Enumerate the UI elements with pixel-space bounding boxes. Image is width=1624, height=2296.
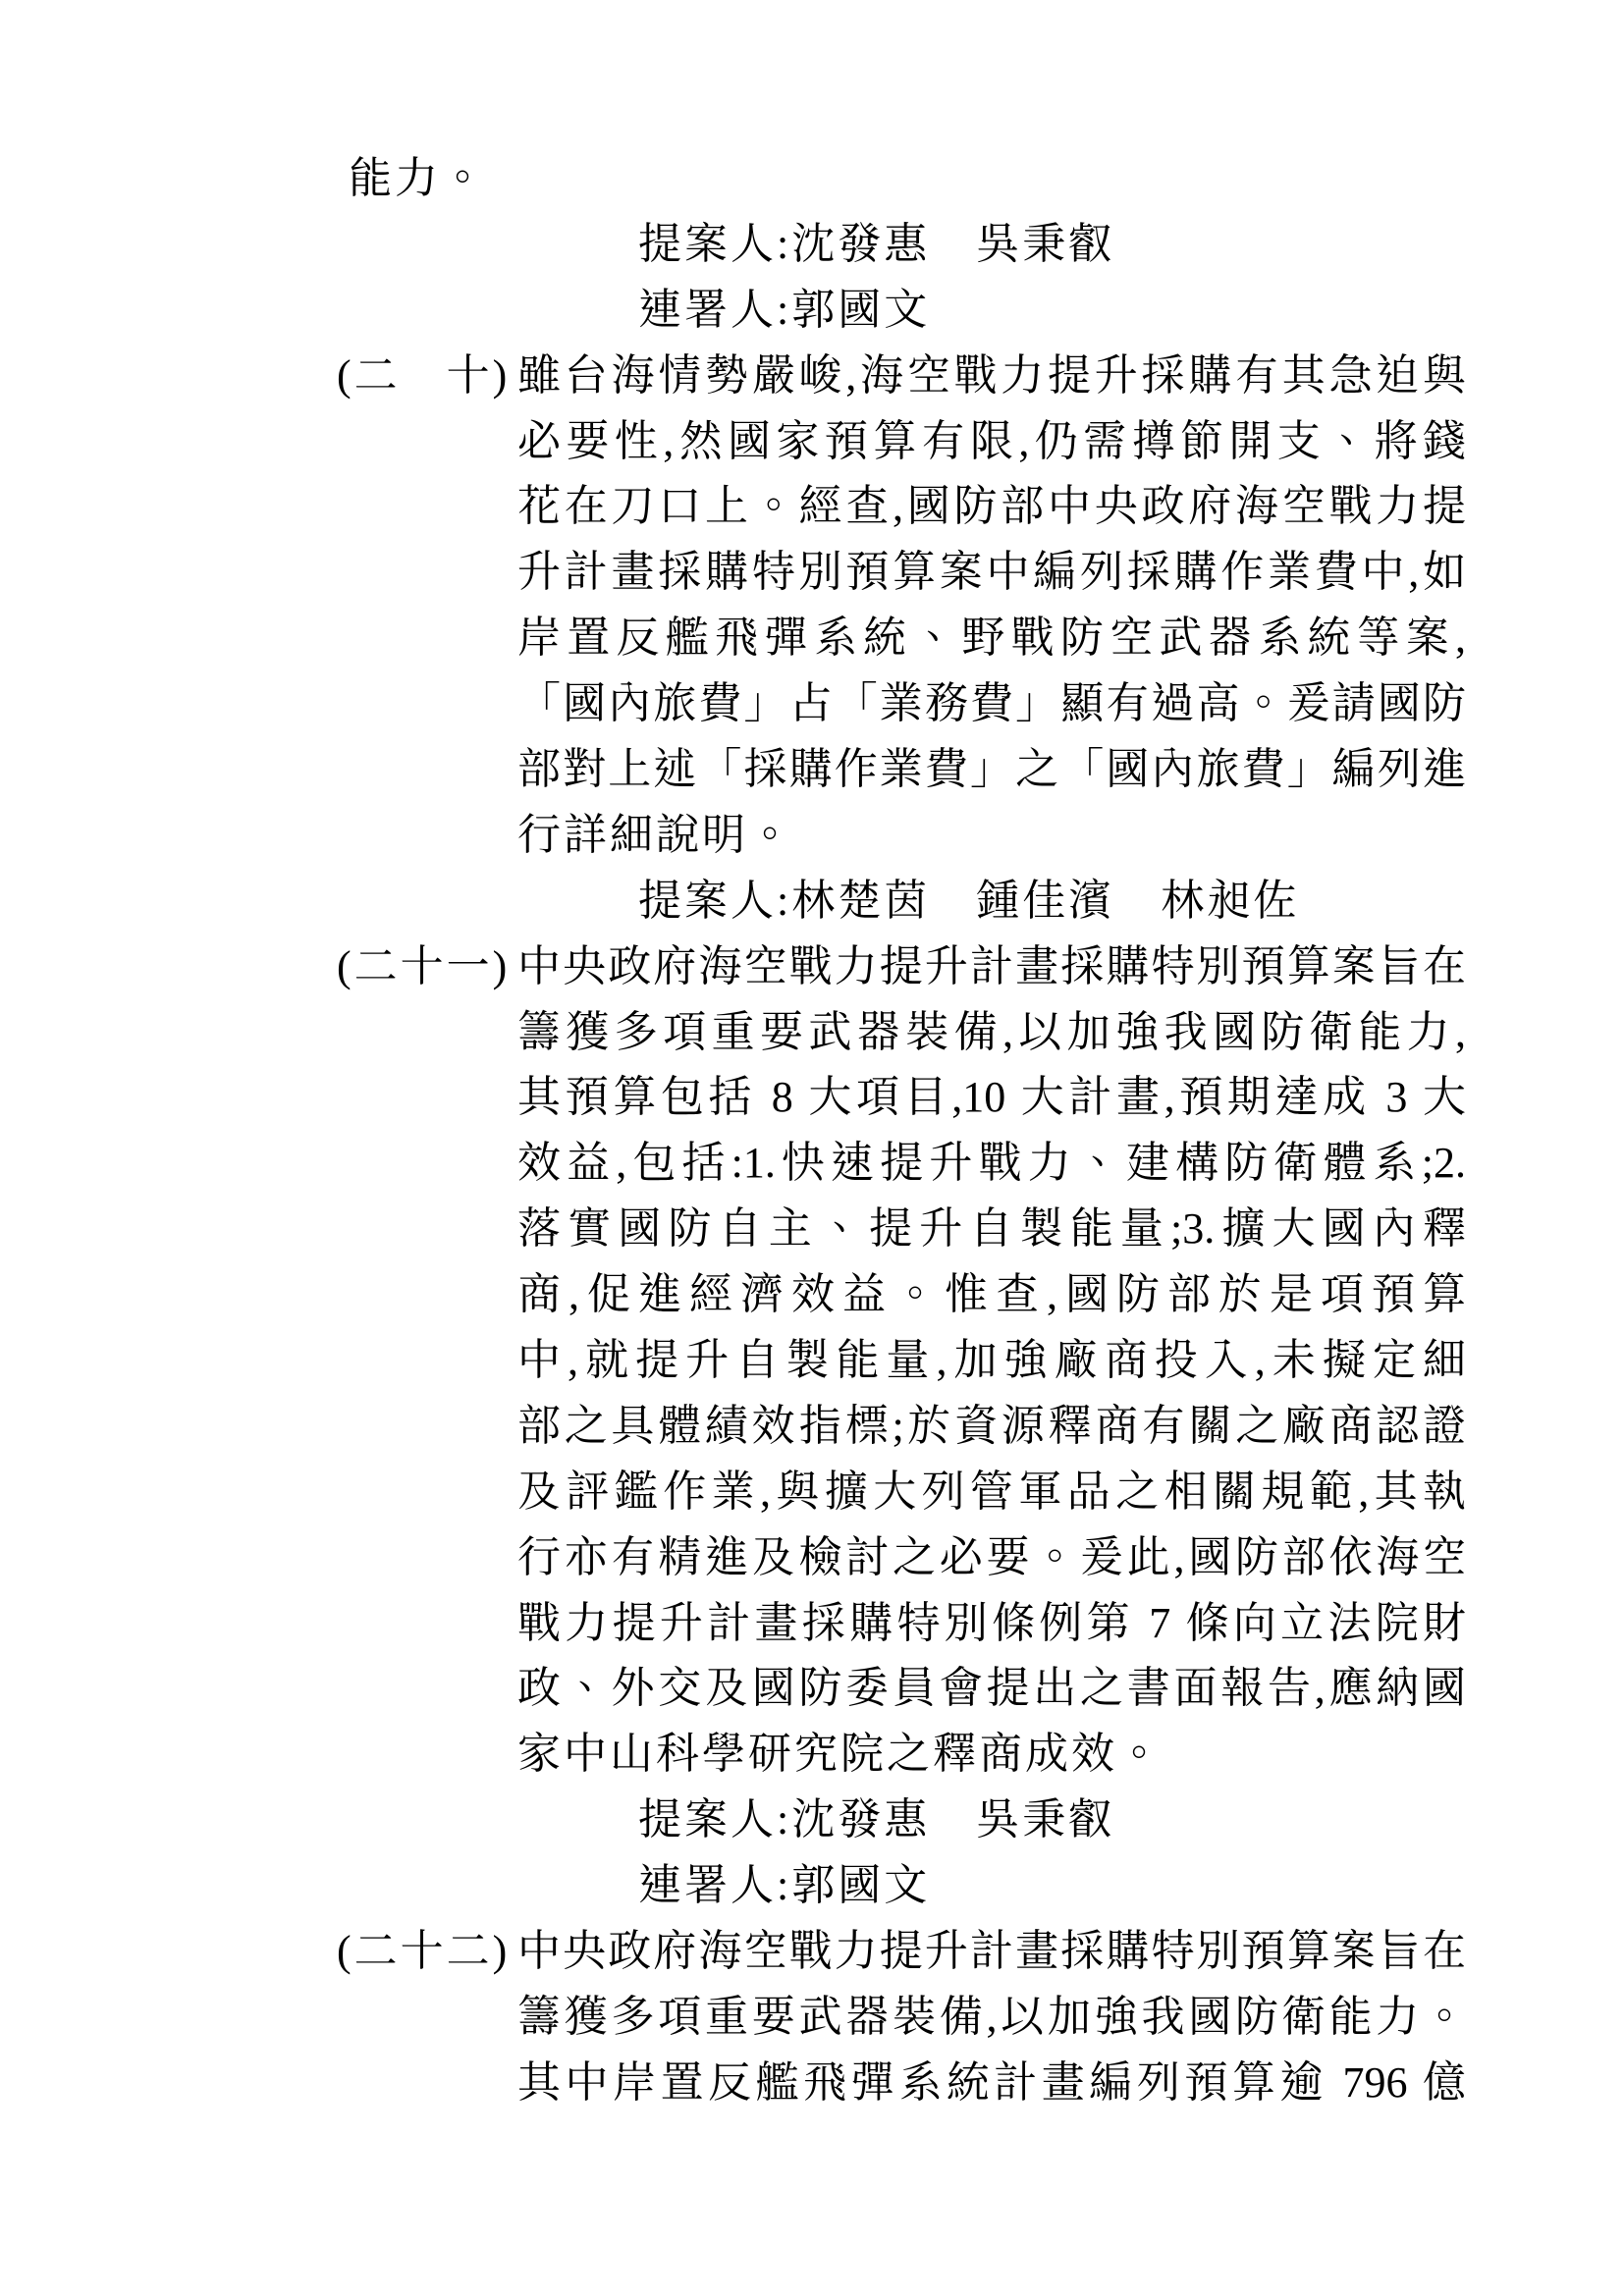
- line-text: 連署人:郭國文: [638, 1861, 931, 1910]
- text-line: [0, 606, 1624, 671]
- text-line: [0, 1722, 1624, 1788]
- line-text: 其中岸置反艦飛彈系統計畫編列預算逾 796 億: [517, 2057, 1466, 2107]
- line-text: 中央政府海空戰力提升計畫採購特別預算案旨在: [517, 941, 1466, 990]
- item-label: (二 十): [337, 350, 511, 400]
- line-text: 雖台海情勢嚴峻,海空戰力提升採購有其急迫與: [517, 350, 1466, 400]
- line-text: 必要性,然國家預算有限,仍需撙節開支、將錢: [517, 416, 1466, 465]
- text-line: [0, 2051, 1624, 2116]
- text-line: [0, 1197, 1624, 1262]
- line-text: 花在刀口上。經查,國防部中央政府海空戰力提: [517, 482, 1466, 531]
- line-text: 升計畫採購特別預算案中編列採購作業費中,如: [517, 548, 1466, 597]
- line-text: 政、外交及國防委員會提出之書面報告,應納國: [517, 1664, 1466, 1713]
- line-text: 戰力提升計畫採購特別條例第 7 條向立法院財: [517, 1598, 1466, 1647]
- item-label: (二十二): [337, 1927, 511, 1976]
- text-line: [0, 146, 1624, 212]
- line-text: 「國內旅費」占「業務費」顯有過高。爰請國防: [517, 679, 1466, 728]
- text-line: [0, 1131, 1624, 1197]
- line-text: 中,就提升自製能量,加強廠商投入,未擬定細: [517, 1336, 1466, 1385]
- text-line: [0, 1919, 1624, 1985]
- text-line: [0, 344, 1624, 409]
- text-line: [0, 1394, 1624, 1460]
- text-line: [0, 1985, 1624, 2051]
- text-line: [0, 1788, 1624, 1853]
- line-text: 行亦有精進及檢討之必要。爰此,國防部依海空: [517, 1532, 1466, 1581]
- line-text: 連署人:郭國文: [638, 285, 931, 334]
- line-text: 提案人:沈發惠 吳秉叡: [638, 219, 1115, 268]
- line-text: 行詳細說明。: [517, 810, 794, 859]
- line-text: 效益,包括:1.快速提升戰力、建構防衛體系;2.: [517, 1139, 1466, 1188]
- text-line: [0, 540, 1624, 606]
- line-text: 籌獲多項重要武器裝備,以加強我國防衛能力,: [517, 1007, 1466, 1056]
- text-line: [0, 1656, 1624, 1722]
- text-line: [0, 1853, 1624, 1919]
- line-text: 部對上述「採購作業費」之「國內旅費」編列進: [517, 745, 1466, 794]
- text-block: [0, 146, 1624, 2116]
- line-text: 家中山科學研究院之釋商成效。: [517, 1730, 1164, 1779]
- text-line: [0, 1065, 1624, 1131]
- text-line: [0, 737, 1624, 803]
- item-label: (二十一): [337, 941, 511, 990]
- text-line: [0, 474, 1624, 540]
- text-line: [0, 1328, 1624, 1394]
- text-line: [0, 1000, 1624, 1066]
- text-line: [0, 803, 1624, 869]
- line-text: 部之具體績效指標;於資源釋商有關之廠商認證: [517, 1401, 1466, 1450]
- text-line: [0, 1460, 1624, 1525]
- text-line: [0, 1525, 1624, 1591]
- line-text: 提案人:沈發惠 吳秉叡: [638, 1795, 1115, 1844]
- text-line: [0, 278, 1624, 344]
- text-line: [0, 869, 1624, 934]
- line-text: 商,促進經濟效益。惟查,國防部於是項預算: [517, 1270, 1466, 1319]
- line-text: 提案人:林楚茵 鍾佳濱 林昶佐: [638, 876, 1300, 925]
- line-text: 落實國防自主、提升自製能量;3.擴大國內釋: [517, 1204, 1466, 1254]
- text-line: [0, 1591, 1624, 1657]
- line-text: 岸置反艦飛彈系統、野戰防空武器系統等案,: [517, 614, 1466, 663]
- text-line: [0, 409, 1624, 475]
- line-text: 籌獲多項重要武器裝備,以加強我國防衛能力。: [517, 1992, 1466, 2041]
- text-line: [0, 1262, 1624, 1328]
- text-line: [0, 671, 1624, 737]
- line-text: 能力。: [349, 154, 487, 202]
- text-line: [0, 934, 1624, 1000]
- line-text: 中央政府海空戰力提升計畫採購特別預算案旨在: [517, 1927, 1466, 1976]
- line-text: 及評鑑作業,與擴大列管軍品之相關規範,其執: [517, 1467, 1466, 1516]
- text-line: [0, 212, 1624, 278]
- line-text: 其預算包括 8 大項目,10 大計畫,預期達成 3 大: [517, 1073, 1466, 1122]
